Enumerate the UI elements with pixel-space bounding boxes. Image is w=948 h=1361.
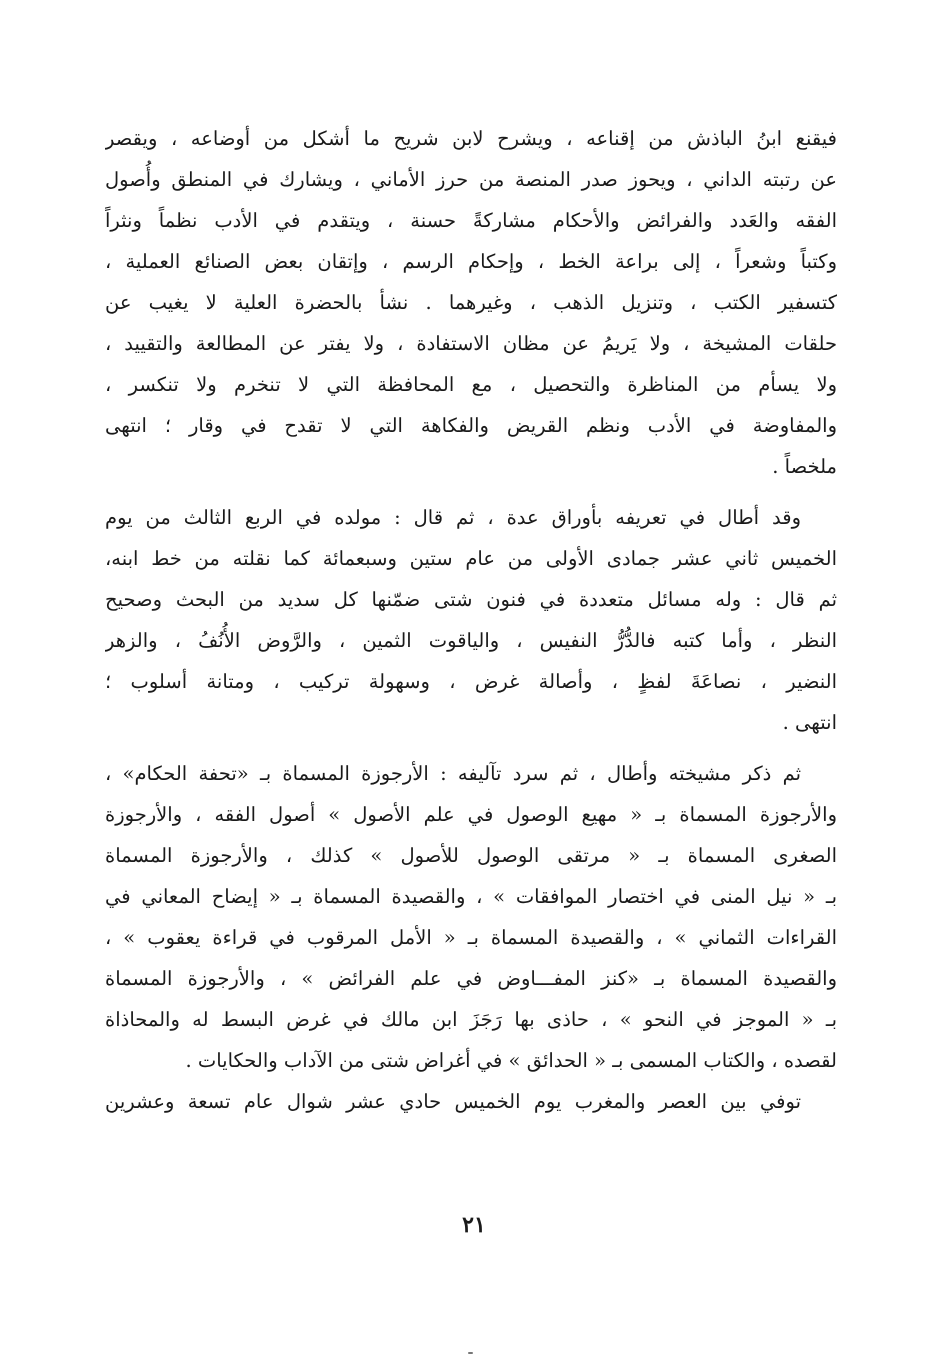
- paragraph-gap: [105, 487, 837, 497]
- text-line: النظر ، وأما كتبه فالدُّرُّ النفيس ، والياقوت الثمين ، والرَّوض الأُنُفُ ، والزهر: [105, 629, 837, 652]
- text-line: القراءات الثماني » ، والقصيدة المسماة بـ « الأمل المرقوب في قراءة يعقوب » ،: [105, 926, 837, 949]
- text-line: كتسفير الكتب ، وتنزيل الذهب ، وغيرهما . نشأ بالحضرة العلية لا يغيب عن: [105, 291, 837, 314]
- text-line: بـ « الموجز في النحو » ، حاذى بها رَجَزَ ابن مالك في غرض البسط له والمحاذاة: [105, 1008, 837, 1031]
- text-line: ثم قال : وله مسائل متعددة في فنون شتى ضمّنها كل سديد من البحث وصحيح: [105, 588, 837, 611]
- text-line: النضير ، نصاعَةَ لفظٍ ، وأصالة غرض ، وسهولة تركيب ، ومتانة أسلوب ؛: [105, 670, 837, 693]
- text-line: عن رتبته الداني ، ويحوز صدر المنصة من حرز الأماني ، ويشارك في المنطق وأُصول: [105, 168, 837, 191]
- text-line: الصغرى المسماة بـ « مرتقى الوصول للأصول » كذلك ، والأرجوزة المسماة: [105, 844, 837, 867]
- text-line: ولا يسأم من المناظرة والتحصيل ، مع المحافظة التي لا تنخرم ولا تنكسر ،: [105, 373, 837, 396]
- paragraph-1: [105, 118, 837, 487]
- scan-speck: [468, 1352, 473, 1354]
- text-line: الفقه والعَدد والفرائض والأحكام مشاركةً حسنة ، ويتقدم في الأدب نظماً ونثراً: [105, 209, 837, 232]
- text-line: وكتباً وشعراً ، إلى براعة الخط ، وإحكام الرسم ، وإتقان بعض الصنائع العملية ،: [105, 250, 837, 273]
- page-number: ٢١: [462, 1212, 486, 1238]
- text-line: وقد أطال في تعريفه بأوراق عدة ، ثم قال : مولده في الربع الثالث من يوم: [105, 506, 801, 529]
- text-line: توفي بين العصر والمغرب يوم الخميس حادي عشر شوال عام تسعة وعشرين: [105, 1090, 801, 1113]
- paragraph-gap: [105, 743, 837, 753]
- text-line: حلقات المشيخة ، ولا يَريمُ عن مظان الاستفادة ، ولا يفتر عن المطالعة والتقييد ،: [105, 332, 837, 355]
- paragraph-4: [105, 1081, 837, 1122]
- text-line: الخميس ثاني عشر جمادى الأولى من عام ستين وسبعمائة كما نقلته من خط ابنه،: [105, 547, 837, 570]
- text-line: والقصيدة المسماة بـ «كنز المفـــاوض في علم الفرائض » ، والأرجوزة المسماة: [105, 967, 837, 990]
- text-line: بـ « نيل المنى في اختصار الموافقات » ، والقصيدة المسماة بـ « إيضاح المعاني في: [105, 885, 837, 908]
- text-line: ثم ذكر مشيخته وأطال ، ثم سرد تآليفه : الأرجوزة المسماة بـ «تحفة الحكام» ،: [105, 762, 801, 785]
- text-line: انتهى .: [782, 711, 837, 734]
- paragraph-2: [105, 497, 837, 743]
- text-line: والمفاوضة في الأدب ونظم القريض والفكاهة التي لا تقدح في وقار ؛ انتهى: [105, 414, 837, 437]
- paragraph-3: [105, 753, 837, 1081]
- text-line: ملخصاً .: [772, 455, 837, 478]
- text-line: لقصده ، والكتاب المسمى بـ « الحدائق » في أغراض شتى من الآداب والحكايات .: [185, 1049, 837, 1072]
- text-line: والأرجوزة المسماة بـ « مهيع الوصول في علم الأصول » أصول الفقه ، والأرجوزة: [105, 803, 837, 826]
- body-text: [105, 118, 837, 1122]
- text-line: فيقنع ابنُ الباذش من إقناعه ، ويشرح لابن شريح ما أشكل من أوضاعه ، ويقصر: [105, 127, 837, 150]
